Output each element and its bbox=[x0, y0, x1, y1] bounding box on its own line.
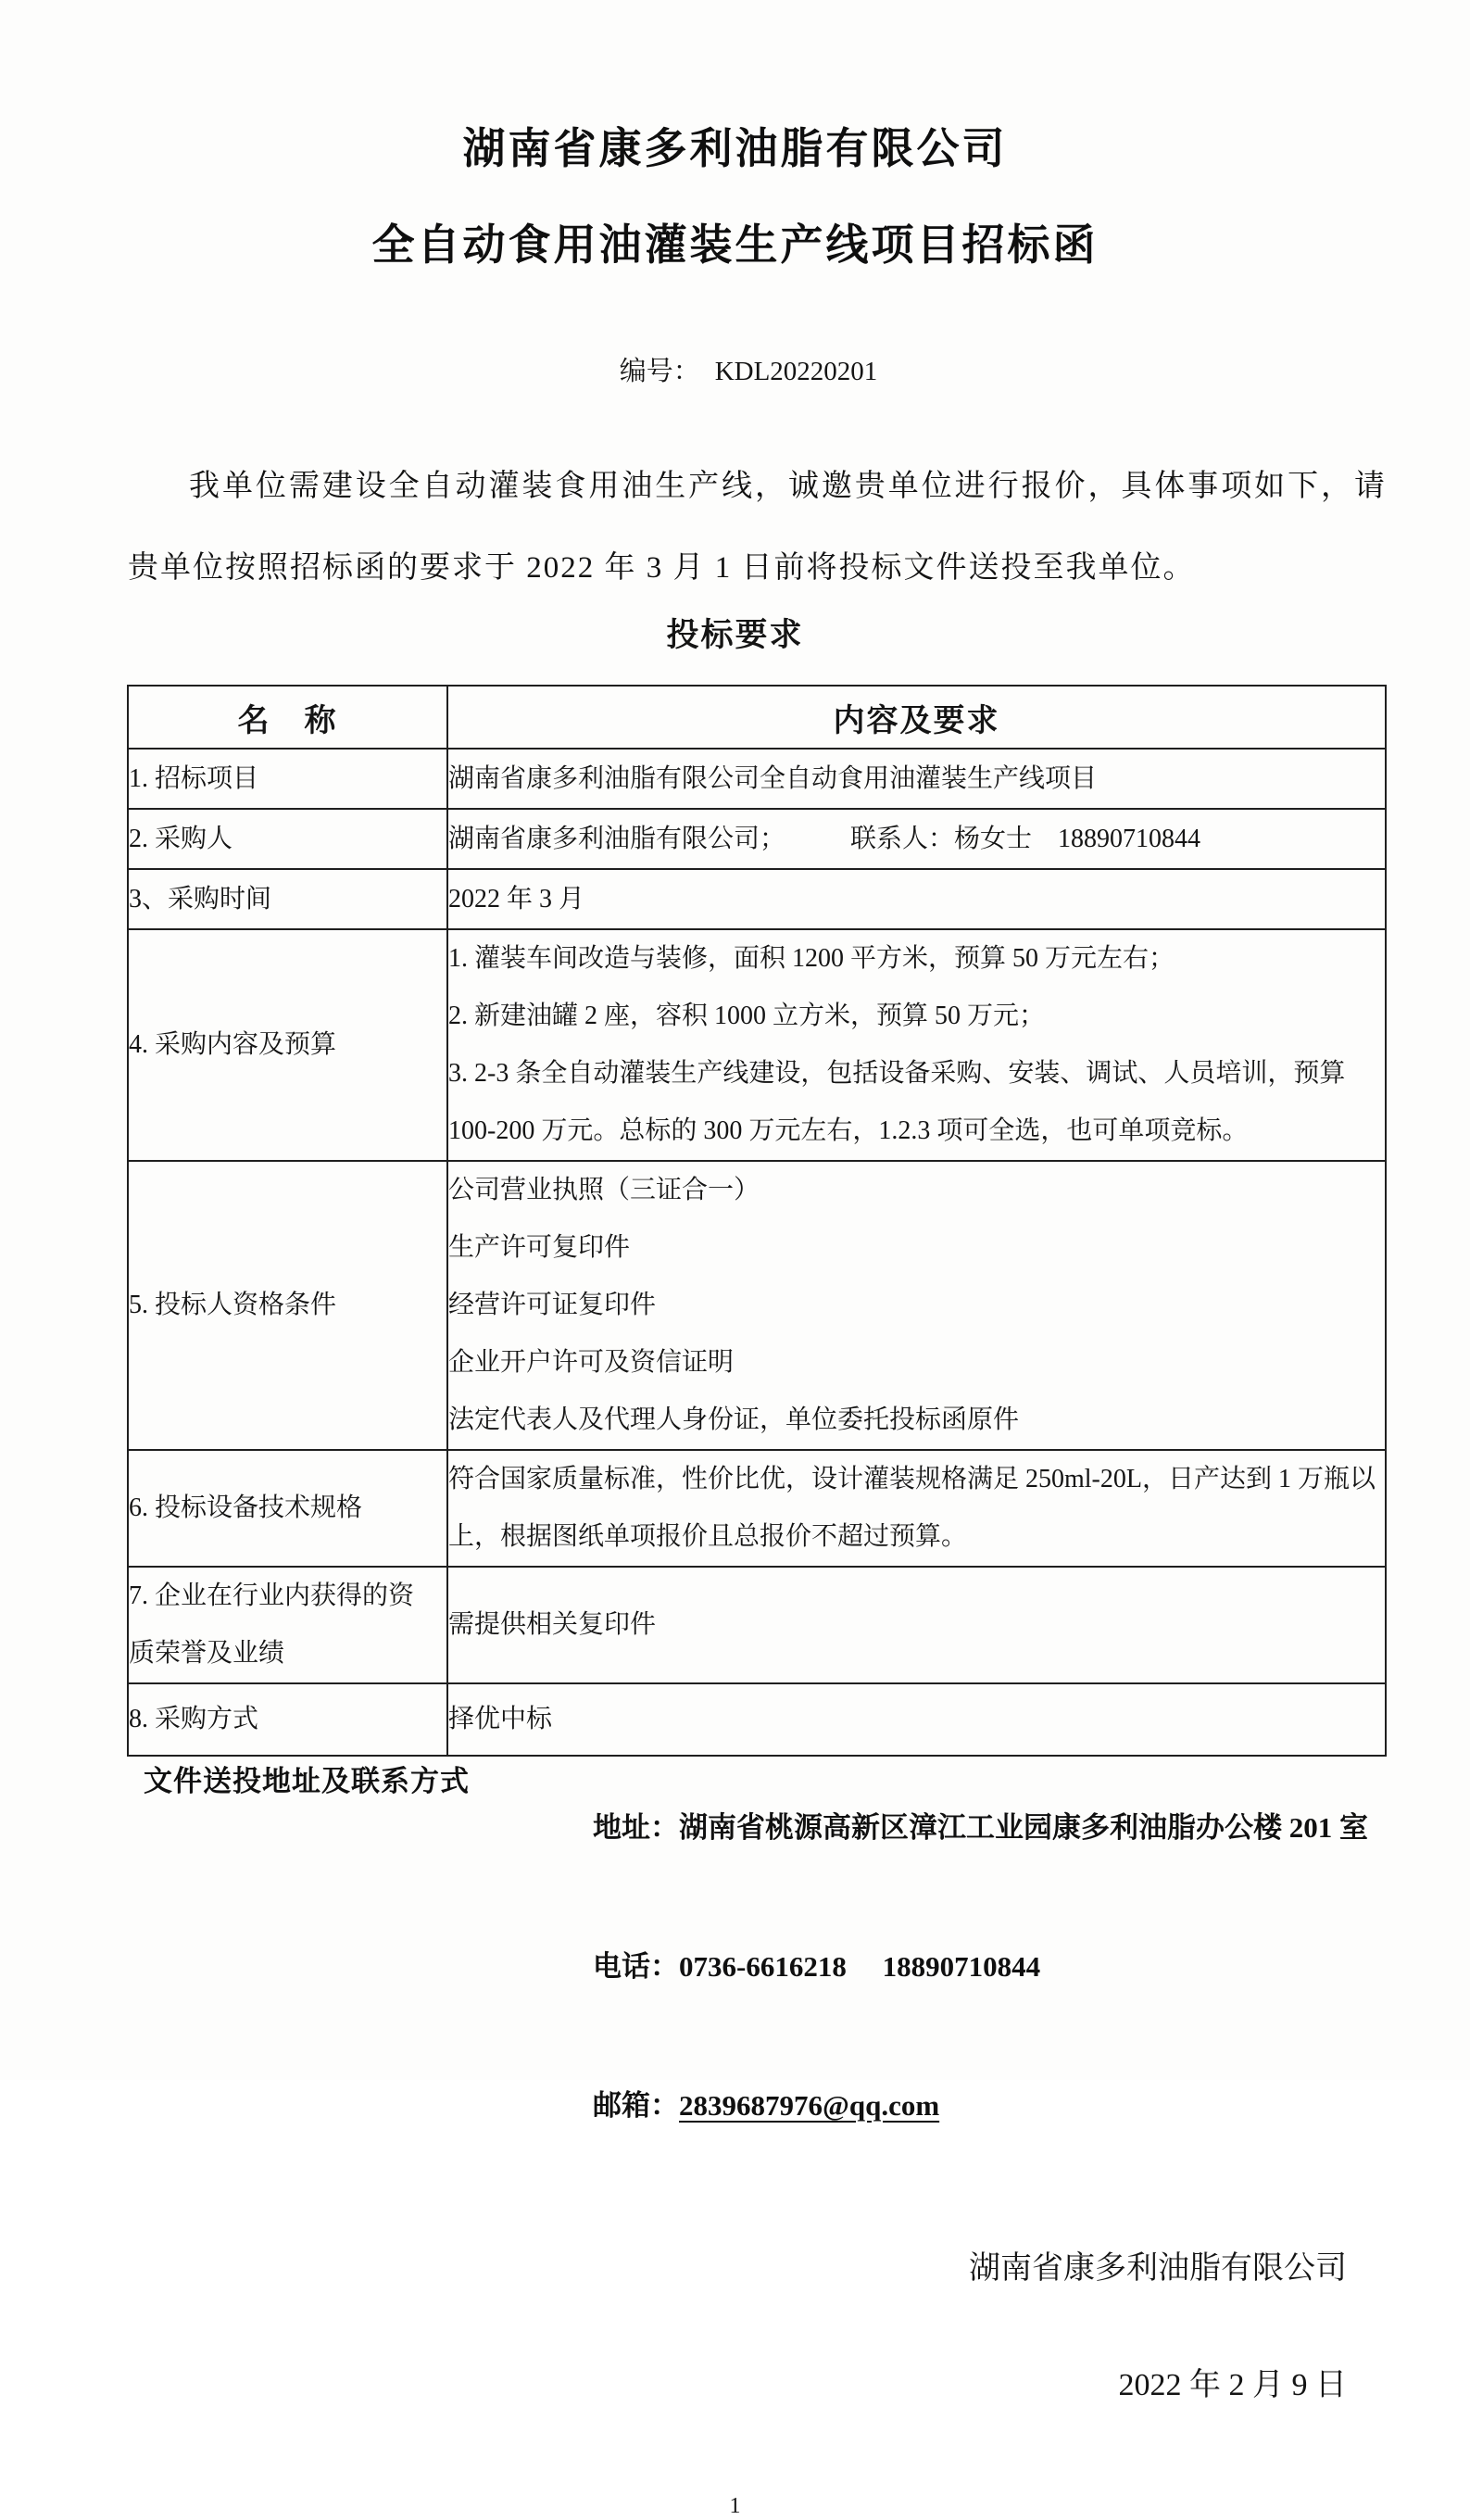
email-line bbox=[535, 2036, 1470, 2175]
cell-line: 择优中标 bbox=[448, 1705, 553, 1733]
doc-number-value: KDL20220201 bbox=[714, 357, 878, 386]
row-name-text: 4. 采购内容及预算 bbox=[129, 1030, 337, 1059]
row-name-text: 5. 投标人资格条件 bbox=[129, 1291, 337, 1319]
requirements-table bbox=[127, 685, 1387, 1757]
phone-line bbox=[535, 1897, 1470, 2036]
signature-date: 2022 年 2 月 9 日 bbox=[1118, 2368, 1347, 2402]
row-name-cell bbox=[128, 1161, 447, 1450]
row-content-cell bbox=[447, 1567, 1386, 1683]
cell-line: 100-200 万元。总标的 300 万元左右，1.2.3 项可全选，也可单项竞标。 bbox=[448, 1116, 1249, 1145]
table-row bbox=[128, 809, 1386, 869]
table-row bbox=[128, 869, 1386, 929]
company-title: 湖南省康多利油脂有限公司 bbox=[462, 124, 1008, 172]
row-name-text: 2. 采购人 bbox=[129, 824, 233, 853]
row-content-cell bbox=[447, 929, 1386, 1161]
cell-line: 上，根据图纸单项报价且总报价不超过预算。 bbox=[448, 1522, 968, 1551]
row-name-text: 1. 招标项目 bbox=[129, 763, 259, 793]
signature-block bbox=[0, 2175, 1470, 2479]
table-header-content: 内容及要求 bbox=[447, 686, 1386, 749]
contact-lines bbox=[535, 1758, 1470, 2175]
row-content-cell bbox=[447, 869, 1386, 929]
cell-line: 需提供相关复印件 bbox=[448, 1610, 657, 1639]
intro-paragraph: 我单位需建设全自动灌装食用油生产线，诚邀贵单位进行报价，具体事项如下，请贵单位按照招标函的要求于 2022 年 3 月 1 日前将投标文件送投至我单位。 bbox=[128, 470, 1387, 585]
email-link[interactable]: 2839687976@qq.com bbox=[679, 2089, 940, 2122]
table-header-name: 名 称 bbox=[128, 686, 447, 749]
row-content-cell bbox=[447, 1161, 1386, 1450]
row-name-text: 8. 采购方式 bbox=[129, 1705, 259, 1733]
cell-line: 湖南省康多利油脂有限公司； 联系人：杨女士 18890710844 bbox=[448, 824, 1201, 853]
address-label: 地址： bbox=[593, 1811, 679, 1844]
phone-label: 电话： bbox=[593, 1950, 679, 1983]
cell-line: 湖南省康多利油脂有限公司全自动食用油灌装生产线项目 bbox=[448, 763, 1098, 793]
table-header-row bbox=[128, 686, 1386, 749]
row-name-text: 3、采购时间 bbox=[129, 884, 272, 914]
address-line bbox=[535, 1758, 1470, 1897]
row-content-cell bbox=[447, 749, 1386, 809]
row-content-cell bbox=[447, 809, 1386, 869]
signature-company: 湖南省康多利油脂有限公司 bbox=[969, 2251, 1347, 2286]
cell-line: 3. 2-3 条全自动灌装生产线建设，包括设备采购、安装、调试、人员培训，预算 bbox=[448, 1059, 1346, 1088]
contact-block bbox=[0, 1758, 1470, 2175]
page-number: 1 bbox=[729, 2494, 741, 2518]
cell-line: 生产许可复印件 bbox=[448, 1233, 631, 1262]
row-name-text: 质荣誉及业绩 bbox=[129, 1639, 285, 1668]
phone-value: 0736-6616218 18890710844 bbox=[679, 1950, 1041, 1983]
table-row bbox=[128, 1161, 1386, 1450]
cell-line: 2022 年 3 月 bbox=[448, 884, 585, 914]
row-name-cell bbox=[128, 929, 447, 1161]
table-row bbox=[128, 1450, 1386, 1567]
section-title: 投标要求 bbox=[666, 617, 804, 653]
row-name-cell bbox=[128, 809, 447, 869]
row-content-cell bbox=[447, 1683, 1386, 1756]
contact-heading: 文件送投地址及联系方式 bbox=[144, 1765, 470, 1797]
cell-line: 经营许可证复印件 bbox=[448, 1291, 657, 1319]
row-name-cell bbox=[128, 749, 447, 809]
email-label: 邮箱： bbox=[593, 2089, 679, 2122]
table-row bbox=[128, 749, 1386, 809]
cell-line: 企业开户许可及资信证明 bbox=[448, 1348, 735, 1377]
row-name-cell bbox=[128, 1567, 447, 1683]
row-name-cell bbox=[128, 1450, 447, 1567]
cell-line: 公司营业执照（三证合一） bbox=[448, 1176, 760, 1204]
doc-number-label: 编号： bbox=[619, 357, 700, 386]
cell-line: 1. 灌装车间改造与装修，面积 1200 平方米，预算 50 万元左右； bbox=[448, 944, 1175, 973]
address-value: 湖南省桃源高新区漳江工业园康多利油脂办公楼 201 室 bbox=[679, 1811, 1368, 1844]
row-name-cell bbox=[128, 869, 447, 929]
cell-line: 符合国家质量标准，性价比优，设计灌装规格满足 250ml-20L，日产达到 1 万瓶以 bbox=[448, 1465, 1376, 1493]
row-content-cell bbox=[447, 1450, 1386, 1567]
table-row bbox=[128, 1567, 1386, 1683]
cell-line: 法定代表人及代理人身份证，单位委托投标函原件 bbox=[448, 1405, 1020, 1434]
row-name-text: 6. 投标设备技术规格 bbox=[129, 1493, 363, 1522]
table-row bbox=[128, 1683, 1386, 1756]
table-row bbox=[128, 929, 1386, 1161]
doc-title: 全自动食用油灌装生产线项目招标函 bbox=[371, 220, 1099, 269]
row-name-text: 7. 企业在行业内获得的资 bbox=[129, 1581, 415, 1610]
doc-number bbox=[0, 316, 1470, 427]
cell-line: 2. 新建油罐 2 座，容积 1000 立方米，预算 50 万元； bbox=[448, 1002, 1046, 1030]
row-name-cell bbox=[128, 1683, 447, 1756]
